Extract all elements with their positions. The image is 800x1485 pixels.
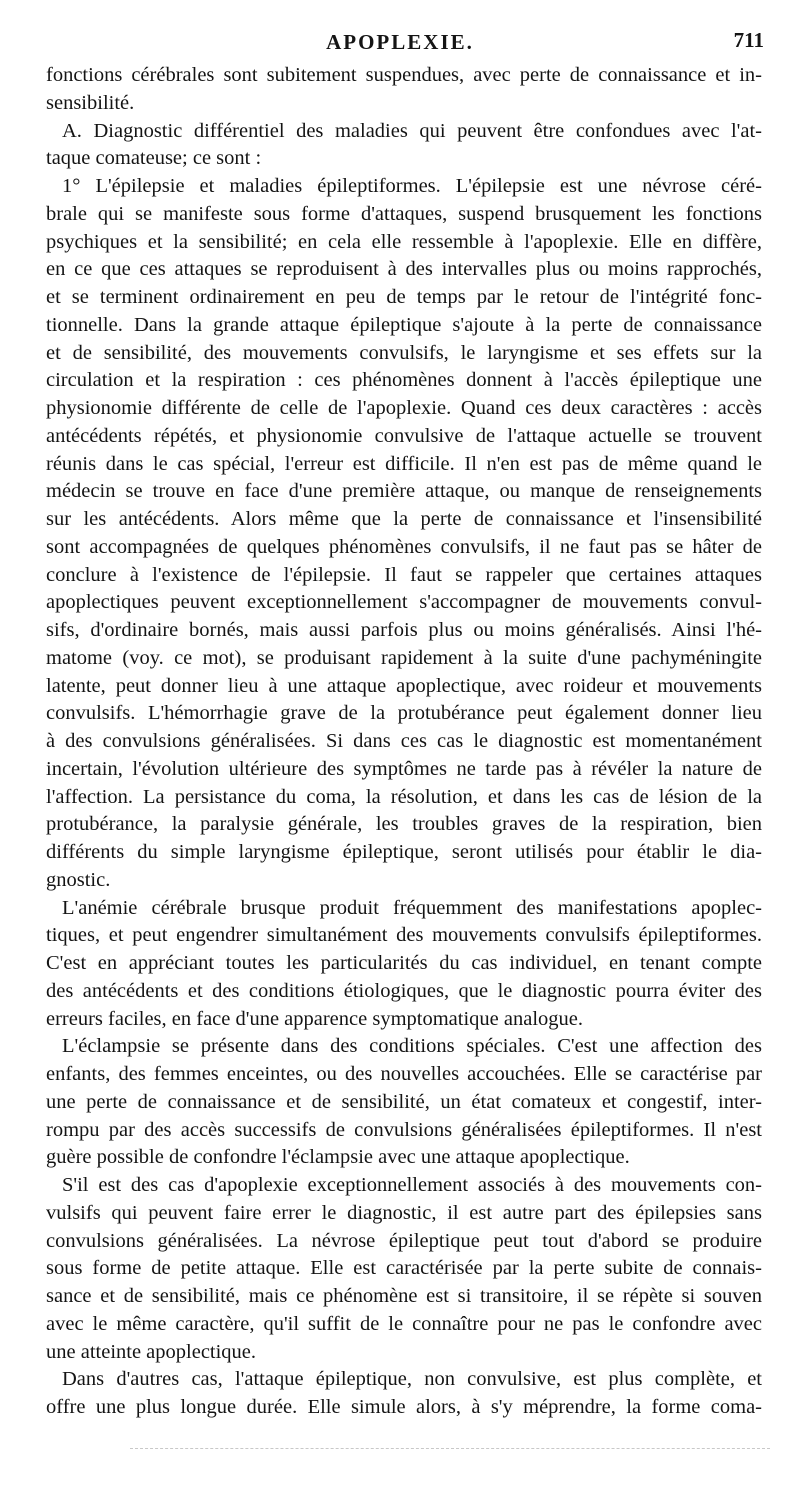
text-line: l'affection. La persistance du coma, la résolution, et dans les cas de lésion de la [46, 785, 762, 808]
text-line: latente, peut donner lieu à une attaque apoplectique, avec roideur et mouvements [46, 674, 762, 697]
text-line: offre une plus longue durée. Elle simule alors, à s'y méprendre, la forme coma- [46, 1396, 762, 1418]
text-line: incertain, l'évolution ultérieure des symptômes ne tarde pas à révéler la nature de [46, 757, 762, 780]
text-line: antécédents répétés, et physionomie convulsive de l'attaque actuelle se trouvent [46, 424, 762, 447]
text-line: convulsifs. L'hémorrhagie grave de la protubérance peut également donner lieu [46, 702, 762, 725]
page-number: 711 [733, 28, 764, 52]
text-line: rompu par des accès successifs de convulsions généralisées épileptiformes. Il n'est [46, 1118, 762, 1141]
text-line: en ce que ces attaques se reproduisent à des intervalles plus ou moins rapprochés, [46, 258, 762, 281]
text-line: à des convulsions généralisées. Si dans ces cas le diagnostic est momentanément [46, 730, 762, 752]
text-line: Dans d'autres cas, l'attaque épileptique, non convulsive, est plus complète, et [62, 1368, 762, 1391]
text-line: médecin se trouve en face d'une première attaque, ou manque de renseignements [46, 480, 762, 503]
text-line: conclure à l'existence de l'épilepsie. Il faut se rappeler que certaines attaques [46, 563, 762, 586]
bottom-divider [130, 1448, 770, 1449]
text-line: réunis dans le cas spécial, l'erreur est difficile. Il n'en est pas de même quand le [46, 452, 762, 475]
text-line: guère possible de confondre l'éclampsie avec une attaque apoplectique. [46, 1146, 630, 1169]
text-line: erreurs faciles, en face d'une apparence symptomatique analogue. [46, 1007, 584, 1030]
text-line: et se terminent ordinairement en peu de temps par le retour de l'intégrité fonc- [46, 286, 762, 308]
text-line: A. Diagnostic différentiel des maladies qui peuvent être confondues avec l'at- [62, 119, 762, 142]
text-line: 1° L'épilepsie et maladies épileptiformes. L'épilepsie est une névrose céré- [62, 175, 762, 197]
text-line: une perte de connaissance et de sensibilité, un état comateux et congestif, inter- [46, 1090, 762, 1113]
text-line: circulation et la respiration : ces phénomènes donnent à l'accès épileptique une [46, 369, 762, 392]
text-line: taque comateuse; ce sont : [46, 147, 262, 170]
text-line: sensibilité. [46, 91, 135, 114]
body-text [46, 62, 762, 1422]
text-line: avec le même caractère, qu'il suffit de le connaître pour ne pas le confondre avec [46, 1312, 762, 1335]
text-line: S'il est des cas d'apoplexie exceptionnellement associés à des mouvements con- [62, 1174, 762, 1196]
text-line: fonctions cérébrales sont subitement suspendues, avec perte de connaissance et in- [46, 64, 762, 86]
text-line: C'est en appréciant toutes les particularités du cas individuel, en tenant compte [46, 952, 762, 974]
running-title: APOPLEXIE. [326, 30, 474, 54]
text-line: une atteinte apoplectique. [46, 1340, 257, 1363]
text-line: physionomie différente de celle de l'apoplexie. Quand ces deux caractères : accès [46, 397, 762, 419]
text-line: sous forme de petite attaque. Elle est caractérisée par la perte subite de connais- [46, 1257, 762, 1280]
text-line: brale qui se manifeste sous forme d'attaques, suspend brusquement les fonctions [46, 202, 762, 225]
page-header [28, 30, 772, 60]
text-line: différents du simple laryngisme épileptique, seront utilisés pour établir le dia- [46, 841, 762, 863]
text-line: L'anémie cérébrale brusque produit fréquemment des manifestations apoplec- [62, 896, 762, 919]
text-line: vulsifs qui peuvent faire errer le diagnostic, il est autre part des épilepsies sans [46, 1201, 762, 1224]
text-line: gnostic. [46, 868, 111, 891]
text-line: L'éclampsie se présente dans des conditions spéciales. C'est une affection des [62, 1035, 762, 1058]
text-line: et de sensibilité, des mouvements convulsifs, le laryngisme et ses effets sur la [46, 341, 762, 364]
text-line: sance et de sensibilité, mais ce phénomène est si transitoire, il se répète si souven [46, 1285, 762, 1307]
text-line: sifs, d'ordinaire bornés, mais aussi parfois plus ou moins généralisés. Ainsi l'hé- [46, 619, 762, 641]
text-line: apoplectiques peuvent exceptionnellement s'accompagner de mouvements convul- [46, 591, 762, 614]
text-line: psychiques et la sensibilité; en cela elle ressemble à l'apoplexie. Elle en diffère, [46, 230, 762, 253]
text-line: convulsions généralisées. La névrose épileptique peut tout d'abord se produire [46, 1229, 762, 1252]
text-line: tionnelle. Dans la grande attaque épileptique s'ajoute à la perte de connaissance [46, 313, 762, 336]
text-line: des antécédents et des conditions étiologiques, que le diagnostic pourra éviter des [46, 979, 762, 1002]
text-line: sur les antécédents. Alors même que la perte de connaissance et l'insensibilité [46, 508, 762, 530]
text-line: sont accompagnées de quelques phénomènes convulsifs, il ne faut pas se hâter de [46, 535, 762, 558]
text-line: tiques, et peut engendrer simultanément des mouvements convulsifs épileptiformes. [46, 924, 762, 947]
text-line: enfants, des femmes enceintes, ou des nouvelles accouchées. Elle se caractérise par [46, 1063, 762, 1085]
text-line: matome (voy. ce mot), se produisant rapidement à la suite d'une pachyméningite [46, 646, 762, 669]
text-line: protubérance, la paralysie générale, les troubles graves de la respiration, bien [46, 813, 762, 836]
